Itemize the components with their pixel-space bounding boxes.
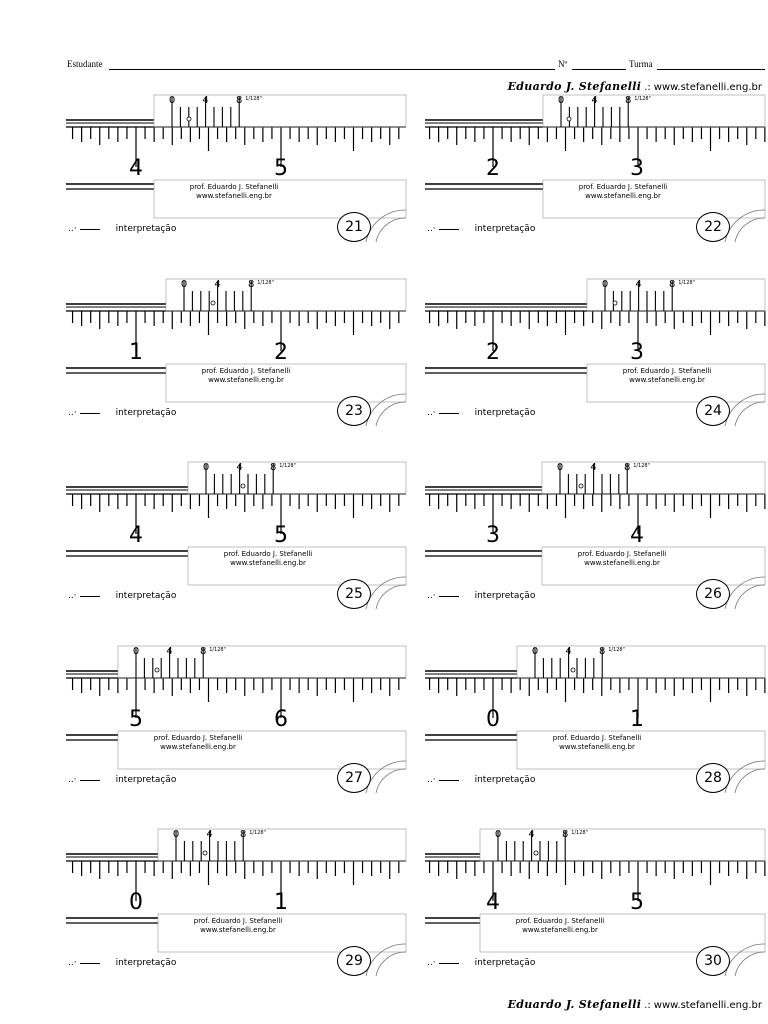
answer-field[interactable]	[80, 413, 100, 414]
main-scale-label: 0	[486, 707, 500, 732]
coincidence-marker	[534, 851, 538, 855]
exercise-24	[425, 276, 765, 426]
answer-field[interactable]	[439, 780, 459, 781]
exercise-27	[66, 643, 406, 793]
credit-name: prof. Eduardo J. Stefanelli	[515, 917, 605, 925]
main-scale-label: 3	[630, 340, 644, 365]
interpretation-label: interpretação	[474, 224, 536, 234]
jaw-arc	[725, 210, 765, 242]
vernier-label: 0	[168, 95, 176, 106]
coincidence-marker	[567, 117, 571, 121]
answer-field[interactable]	[439, 413, 459, 414]
vernier-resolution: 1/128"	[571, 830, 588, 836]
main-scale-label: 5	[274, 523, 288, 548]
interpretation-label: interpretação	[474, 591, 536, 601]
vernier-label: 0	[494, 829, 502, 840]
answer-row	[68, 591, 176, 601]
brand-separator: .:	[644, 1000, 651, 1011]
jaw-arc	[366, 944, 406, 976]
credit-name: prof. Eduardo J. Stefanelli	[577, 550, 667, 558]
jaw-arc	[366, 761, 406, 793]
coincidence-marker	[613, 301, 617, 305]
exercise-23	[66, 276, 406, 426]
vernier-label: 4	[236, 462, 243, 473]
credit-site: www.stefanelli.eng.br	[522, 926, 598, 934]
author-signature: Eduardo J. Stefanelli	[507, 998, 642, 1011]
exercise-30	[425, 826, 765, 976]
credit-name: prof. Eduardo J. Stefanelli	[153, 734, 243, 742]
answer-prefix: ..·	[68, 224, 77, 234]
coincidence-marker	[187, 117, 191, 121]
vernier-label: 0	[531, 646, 539, 657]
vernier-resolution: 1/128"	[209, 647, 226, 653]
credit-site: www.stefanelli.eng.br	[629, 376, 705, 384]
interpretation-label: interpretação	[115, 591, 177, 601]
answer-field[interactable]	[439, 963, 459, 964]
credit-site: www.stefanelli.eng.br	[208, 376, 284, 384]
credit-text	[171, 367, 321, 385]
jaw-arc	[735, 402, 765, 426]
jaw-arc	[735, 769, 765, 793]
coincidence-marker	[579, 484, 583, 488]
main-scale-label: 4	[129, 523, 143, 548]
coincidence-marker	[241, 484, 245, 488]
vernier-label: 8	[669, 279, 676, 290]
interpretation-label: interpretação	[115, 408, 177, 418]
vernier-slide	[154, 95, 406, 127]
main-scale-label: 5	[630, 890, 644, 915]
interpretation-label: interpretação	[474, 775, 536, 785]
author-website: www.stefanelli.eng.br	[653, 82, 762, 93]
exercise-number: 23	[337, 396, 371, 426]
credit-text	[163, 917, 313, 935]
vernier-resolution: 1/128"	[245, 96, 262, 102]
credit-site: www.stefanelli.eng.br	[196, 192, 272, 200]
vernier-label: 4	[166, 646, 173, 657]
vernier-label: 0	[601, 279, 609, 290]
vernier-label: 0	[557, 95, 565, 106]
author-signature: Eduardo J. Stefanelli	[507, 80, 642, 93]
main-scale-label: 4	[129, 156, 143, 181]
credit-text	[159, 183, 309, 201]
credit-name: prof. Eduardo J. Stefanelli	[622, 367, 712, 375]
answer-prefix: ..·	[68, 591, 77, 601]
answer-row	[427, 408, 535, 418]
main-scale-label: 0	[129, 890, 143, 915]
answer-field[interactable]	[439, 229, 459, 230]
jaw-arc	[725, 577, 765, 609]
credit-site: www.stefanelli.eng.br	[585, 192, 661, 200]
vernier-label: 8	[240, 829, 247, 840]
author-website: www.stefanelli.eng.br	[653, 1000, 762, 1011]
main-scale-label: 1	[129, 340, 143, 365]
exercise-number: 22	[696, 212, 730, 242]
vernier-label: 8	[248, 279, 255, 290]
vernier-label: 4	[590, 462, 597, 473]
answer-row	[68, 958, 176, 968]
jaw-arc	[376, 769, 406, 793]
credit-site: www.stefanelli.eng.br	[160, 743, 236, 751]
answer-field[interactable]	[80, 596, 100, 597]
main-scale-label: 4	[486, 890, 500, 915]
answer-prefix: ..·	[68, 775, 77, 785]
vernier-label: 0	[556, 462, 564, 473]
vernier-label: 4	[202, 95, 209, 106]
jaw-arc	[735, 218, 765, 242]
student-number-field[interactable]	[572, 69, 626, 70]
credit-text	[547, 550, 697, 568]
exercise-28	[425, 643, 765, 793]
exercise-29	[66, 826, 406, 976]
jaw-arc	[376, 218, 406, 242]
vernier-label: 0	[202, 462, 210, 473]
credit-site: www.stefanelli.eng.br	[559, 743, 635, 751]
vernier-label: 8	[625, 95, 632, 106]
exercise-number: 25	[337, 579, 371, 609]
vernier-slide	[543, 95, 765, 127]
vernier-label: 8	[270, 462, 277, 473]
jaw-arc	[376, 402, 406, 426]
main-scale-label: 3	[630, 156, 644, 181]
answer-row	[68, 408, 176, 418]
main-scale-label: 2	[274, 340, 288, 365]
main-scale-label: 3	[486, 523, 500, 548]
brand-separator: .:	[644, 82, 651, 93]
credit-text	[123, 734, 273, 752]
jaw-arc	[725, 944, 765, 976]
vernier-resolution: 1/128"	[608, 647, 625, 653]
credit-name: prof. Eduardo J. Stefanelli	[552, 734, 642, 742]
vernier-label: 8	[599, 646, 606, 657]
vernier-label: 4	[565, 646, 572, 657]
vernier-label: 4	[206, 829, 213, 840]
credit-name: prof. Eduardo J. Stefanelli	[578, 183, 668, 191]
exercise-number: 24	[696, 396, 730, 426]
vernier-resolution: 1/128"	[279, 463, 296, 469]
credit-site: www.stefanelli.eng.br	[200, 926, 276, 934]
credit-name: prof. Eduardo J. Stefanelli	[193, 917, 283, 925]
jaw-arc	[366, 394, 406, 426]
credit-name: prof. Eduardo J. Stefanelli	[223, 550, 313, 558]
main-scale-label: 2	[486, 340, 500, 365]
vernier-label: 8	[562, 829, 569, 840]
jaw-arc	[735, 952, 765, 976]
brand-bottom	[508, 998, 762, 1011]
credit-site: www.stefanelli.eng.br	[584, 559, 660, 567]
vernier-label: 0	[132, 646, 140, 657]
interpretation-label: interpretação	[115, 775, 177, 785]
exercise-number: 29	[337, 946, 371, 976]
exercise-21	[66, 92, 406, 242]
jaw-arc	[366, 577, 406, 609]
main-scale-label: 5	[274, 156, 288, 181]
vernier-label: 0	[172, 829, 180, 840]
exercise-number: 21	[337, 212, 371, 242]
answer-row	[427, 224, 535, 234]
answer-prefix: ..·	[68, 958, 77, 968]
jaw-arc	[725, 394, 765, 426]
jaw-arc	[735, 585, 765, 609]
vernier-slide	[542, 462, 765, 494]
vernier-resolution: 1/128"	[633, 463, 650, 469]
answer-prefix: ..·	[427, 591, 436, 601]
vernier-label: 0	[180, 279, 188, 290]
credit-text	[485, 917, 635, 935]
jaw-arc	[366, 210, 406, 242]
answer-field[interactable]	[439, 596, 459, 597]
main-scale-label: 4	[630, 523, 644, 548]
interpretation-label: interpretação	[474, 408, 536, 418]
exercise-26	[425, 459, 765, 609]
vernier-slide	[166, 279, 406, 311]
credit-name: prof. Eduardo J. Stefanelli	[189, 183, 279, 191]
answer-field[interactable]	[80, 780, 100, 781]
main-scale-label: 1	[630, 707, 644, 732]
answer-row	[427, 958, 535, 968]
vernier-label: 8	[236, 95, 243, 106]
credit-text	[548, 183, 698, 201]
answer-row	[427, 775, 535, 785]
vernier-slide	[158, 829, 406, 861]
answer-field[interactable]	[80, 229, 100, 230]
answer-row	[68, 775, 176, 785]
answer-prefix: ..·	[427, 224, 436, 234]
exercise-25	[66, 459, 406, 609]
answer-prefix: ..·	[427, 775, 436, 785]
jaw-arc	[376, 585, 406, 609]
vernier-resolution: 1/128"	[678, 280, 695, 286]
answer-prefix: ..·	[68, 408, 77, 418]
coincidence-marker	[155, 668, 159, 672]
coincidence-marker	[211, 301, 215, 305]
coincidence-marker	[571, 668, 575, 672]
vernier-resolution: 1/128"	[249, 830, 266, 836]
main-scale-label: 2	[486, 156, 500, 181]
vernier-resolution: 1/128"	[257, 280, 274, 286]
vernier-label: 8	[200, 646, 207, 657]
jaw-arc	[725, 761, 765, 793]
vernier-slide	[517, 646, 765, 678]
credit-text	[193, 550, 343, 568]
answer-prefix: ..·	[427, 408, 436, 418]
main-scale-label: 1	[274, 890, 288, 915]
credit-site: www.stefanelli.eng.br	[230, 559, 306, 567]
vernier-label: 4	[214, 279, 221, 290]
vernier-label: 4	[528, 829, 535, 840]
vernier-label: 4	[635, 279, 642, 290]
credit-name: prof. Eduardo J. Stefanelli	[201, 367, 291, 375]
main-scale-label: 6	[274, 707, 288, 732]
exercise-number: 28	[696, 763, 730, 793]
interpretation-label: interpretação	[115, 958, 177, 968]
class-label: Turma	[629, 59, 653, 69]
exercise-number: 27	[337, 763, 371, 793]
exercise-22	[425, 92, 765, 242]
student-header	[67, 59, 768, 75]
interpretation-label: interpretação	[115, 224, 177, 234]
student-label: Estudante	[67, 59, 103, 69]
student-name-field[interactable]	[109, 69, 555, 70]
vernier-label: 8	[624, 462, 631, 473]
jaw-arc	[376, 952, 406, 976]
answer-row	[427, 591, 535, 601]
exercise-number: 26	[696, 579, 730, 609]
answer-prefix: ..·	[427, 958, 436, 968]
credit-text	[592, 367, 742, 385]
number-label: Nº	[558, 59, 568, 69]
vernier-label: 4	[591, 95, 598, 106]
main-scale-label: 5	[129, 707, 143, 732]
exercise-number: 30	[696, 946, 730, 976]
interpretation-label: interpretação	[474, 958, 536, 968]
vernier-resolution: 1/128"	[634, 96, 651, 102]
coincidence-marker	[203, 851, 207, 855]
answer-row	[68, 224, 176, 234]
class-field[interactable]	[657, 69, 765, 70]
answer-field[interactable]	[80, 963, 100, 964]
vernier-slide	[188, 462, 406, 494]
credit-text	[522, 734, 672, 752]
